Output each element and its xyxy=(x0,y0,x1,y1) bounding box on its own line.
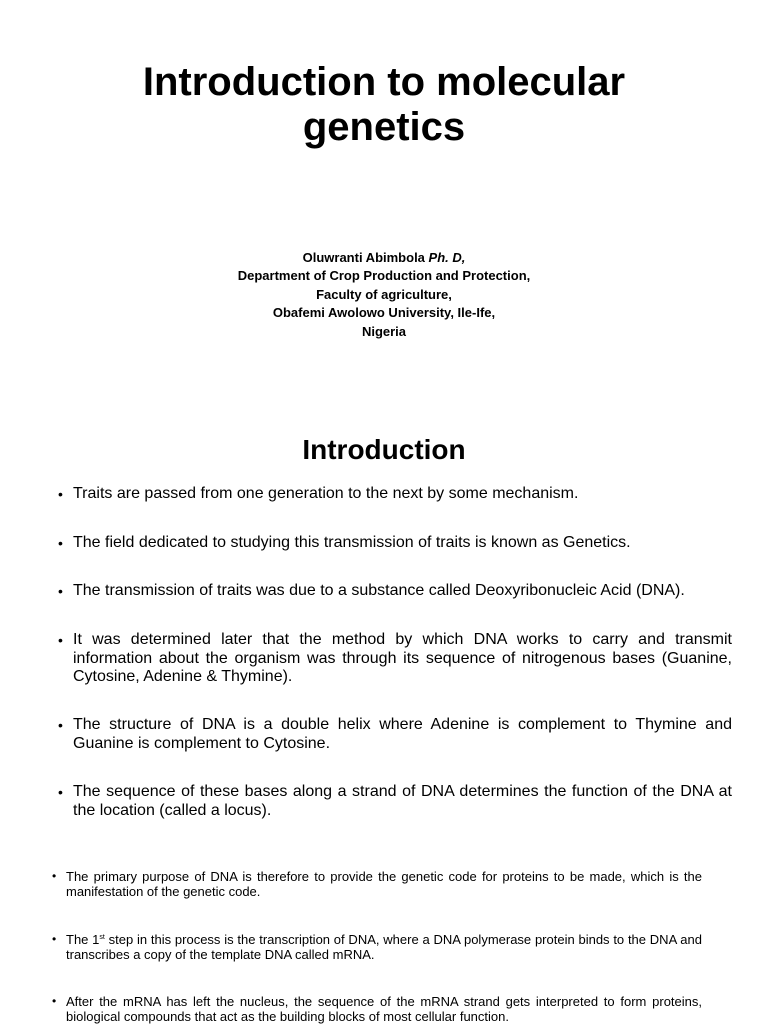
bullet-text: The sequence of these bases along a strand of DNA determines the function of the DNA at the location (called a locus). xyxy=(73,783,732,819)
intro-bullet-4 xyxy=(58,631,732,687)
section-heading: Introduction xyxy=(302,434,466,465)
author-degree: Ph. D, xyxy=(428,250,466,265)
bullet-text: The primary purpose of DNA is therefore to provide the genetic code for proteins to be made, which is the manifestation of the genetic code. xyxy=(66,869,702,899)
intro-bullet-2 xyxy=(58,534,732,553)
bullet-text-start: The 1 xyxy=(66,932,100,947)
bullet-marker: • xyxy=(52,994,57,1008)
bullet-marker: • xyxy=(58,486,63,502)
bullet-marker: • xyxy=(58,784,63,800)
bullet-text-end: step in this process is the transcription of DNA, where a DNA polymerase protein binds to the DNA and transcribes a copy of the template DNA called mRNA. xyxy=(66,932,702,962)
author-name: Oluwranti Abimbola xyxy=(302,250,425,265)
author-faculty: Faculty of agriculture, xyxy=(316,286,452,302)
ordinal-suffix: st xyxy=(99,934,105,941)
bullet-marker: • xyxy=(52,932,57,946)
bullet-text: Traits are passed from one generation to the next by some mechanism. xyxy=(73,485,579,502)
document-title: Introduction to molecular genetics xyxy=(142,60,626,149)
author-block xyxy=(100,249,668,341)
author-department: Department of Crop Production and Protection, xyxy=(237,268,531,284)
intro-bullet-3 xyxy=(58,582,732,601)
bullet-text: The structure of DNA is a double helix where Adenine is complement to Thymine and Guanine is complement to Cytosine. xyxy=(73,716,732,752)
intro-bullet-6 xyxy=(58,783,732,820)
bullet-marker: • xyxy=(58,583,63,599)
author-university: Obafemi Awolowo University, Ile-Ife, xyxy=(272,305,496,321)
note-bullet-3 xyxy=(52,994,702,1024)
intro-bullet-1 xyxy=(58,485,732,504)
bullet-marker: • xyxy=(58,632,63,648)
note-bullet-1 xyxy=(52,869,702,899)
bullet-text: It was determined later that the method by which DNA works to carry and transmit information about the organism was through its sequence of nitrogenous bases (Guanine, Cytosine, Adenine & Thymine). xyxy=(73,631,732,685)
bullet-text: The transmission of traits was due to a substance called Deoxyribonucleic Acid (DNA). xyxy=(73,582,685,599)
bullet-marker: • xyxy=(52,869,57,883)
bullet-marker: • xyxy=(58,717,63,733)
bullet-text: The field dedicated to studying this transmission of traits is known as Genetics. xyxy=(73,534,631,551)
author-line xyxy=(100,249,668,267)
bullet-text: After the mRNA has left the nucleus, the sequence of the mRNA strand gets interpreted to form proteins, biological compounds that act as the building blocks of most cellular function. xyxy=(66,994,702,1024)
bullet-marker: • xyxy=(58,535,63,551)
intro-bullet-5 xyxy=(58,716,732,753)
author-country: Nigeria xyxy=(361,323,407,339)
note-bullet-2 xyxy=(52,932,702,962)
